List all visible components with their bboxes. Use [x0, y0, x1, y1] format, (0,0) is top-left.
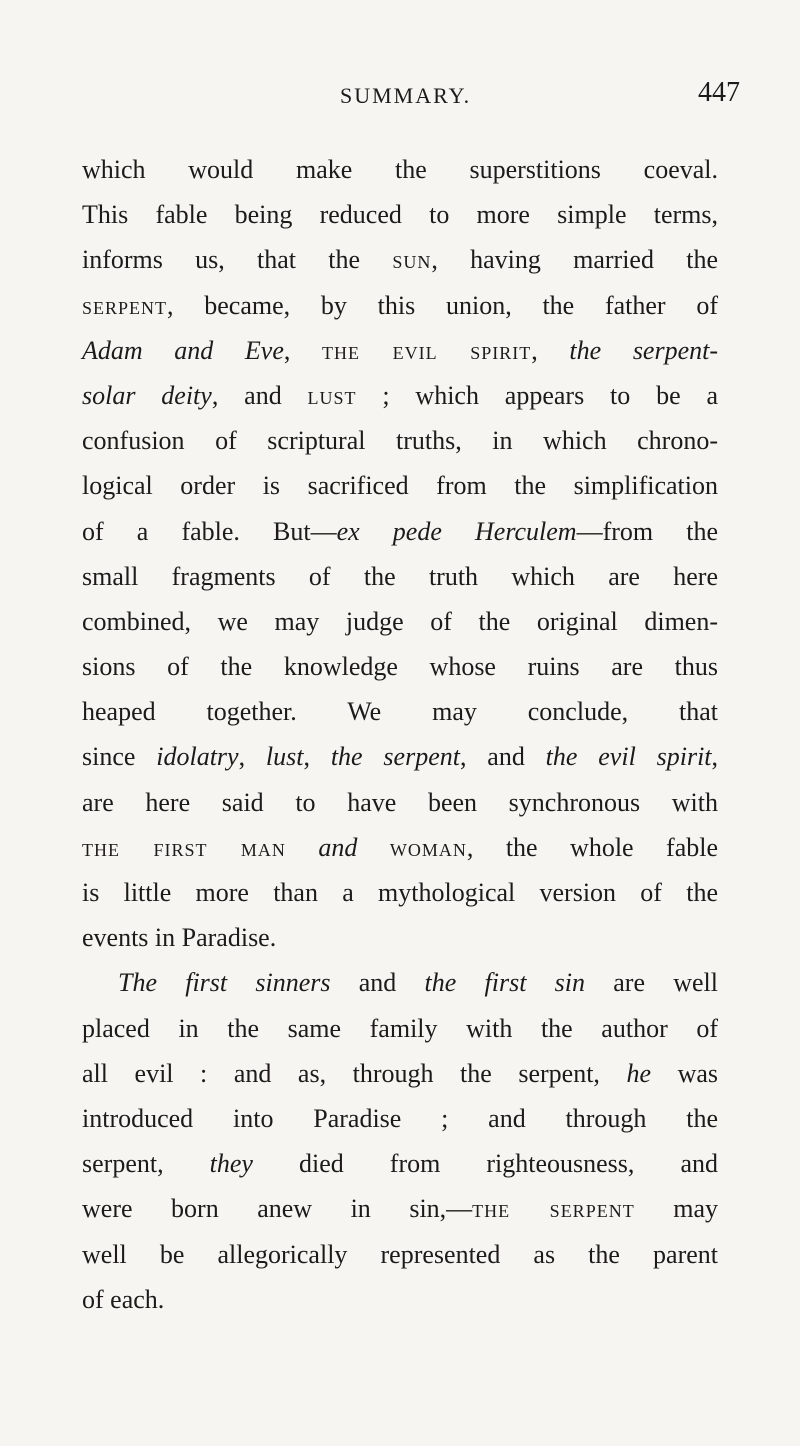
- text-line: Adam and Eve, the evil spirit, the serpent-: [82, 335, 719, 365]
- text-line: of a fable. But—ex pede Herculem—from the: [82, 516, 718, 546]
- text-line: events in Paradise.: [82, 923, 277, 953]
- text-line: are here said to have been synchronous with: [82, 787, 718, 817]
- text-line: This fable being reduced to more simple terms,: [82, 200, 718, 230]
- running-head: [0, 73, 800, 113]
- text-line: introduced into Paradise ; and through the: [82, 1103, 718, 1133]
- text-line: which would make the superstitions coeval.: [82, 155, 718, 184]
- text-line: heaped together. We may conclude, that: [82, 697, 718, 727]
- text-line: of each.: [82, 1284, 165, 1314]
- text-line: since idolatry, lust, the serpent, and the evil spirit,: [82, 742, 719, 772]
- text-line: serpent, became, by this union, the father of: [82, 290, 718, 320]
- text-line: The first sinners and the first sin are well: [118, 968, 718, 998]
- body-text: [82, 147, 718, 1322]
- text-line: logical order is sacrificed from the simplification: [82, 471, 718, 501]
- text-line: well be allegorically represented as the parent: [82, 1239, 718, 1269]
- text-line: confusion of scriptural truths, in which chrono-: [82, 426, 718, 456]
- text-line: solar deity, and lust ; which appears to be a: [82, 380, 719, 410]
- text-line: all evil : and as, through the serpent, he was: [82, 1058, 719, 1088]
- text-line: the first man and woman, the whole fable: [82, 832, 719, 862]
- running-title: SUMMARY.: [340, 83, 472, 108]
- text-line: placed in the same family with the author of: [82, 1013, 718, 1043]
- text-line: is little more than a mythological version of the: [82, 878, 718, 907]
- text-line: serpent, they died from righteousness, and: [82, 1149, 718, 1179]
- text-line: were born anew in sin,—the serpent may: [82, 1194, 718, 1224]
- text-line: small fragments of the truth which are here: [82, 561, 718, 591]
- text-line: sions of the knowledge whose ruins are thus: [82, 652, 718, 682]
- text-line: informs us, that the sun, having married the: [82, 245, 718, 275]
- page-number: 447: [698, 77, 740, 108]
- text-line: combined, we may judge of the original dimen-: [82, 606, 718, 636]
